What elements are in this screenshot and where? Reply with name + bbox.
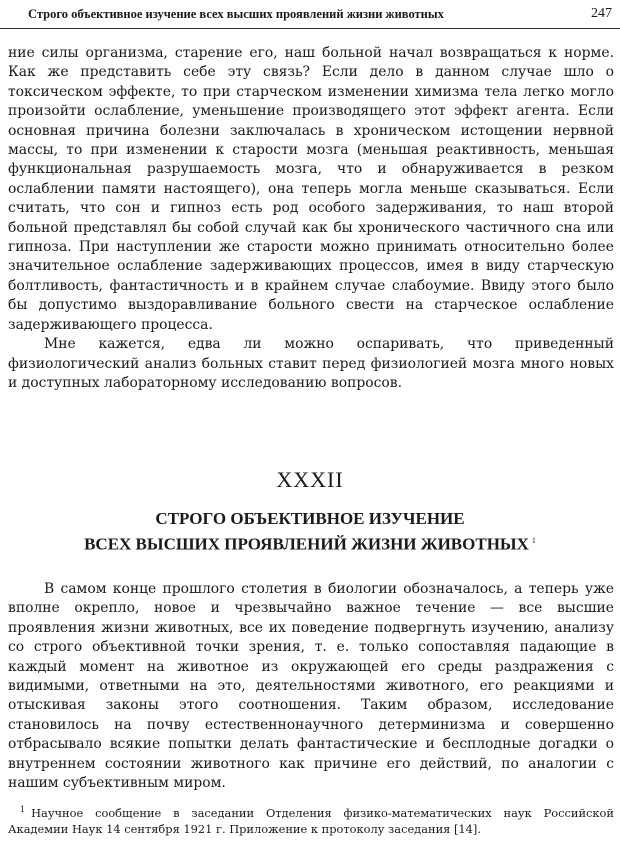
body-text-chapter (8, 580, 614, 793)
chapter-opening-paragraph: В самом конце прошлого столетия в биологии обозначалось, а теперь уже вполне окрепло, новое и чрезвычайно важное течение — все высшие проявления жизни животных, все их поведение подвергнуть изучению, анализу со строго объективной точки зрения, т. е. только сопоставляя падающие в каждый момент на животное из окружающей его среды раздражения с видимыми, ответными на это, деятельностями животного, его реакциями и отыскивая законы этого соотношения. Таким образом, исследование становилось на почву естественнонаучного детерминизма и совершенно отбрасывало всякие попытки делать фантастические и бесплодные догадки о внутреннем состоянии животного как причине его действий, по аналогии с нашим субъективным миром. (8, 581, 614, 792)
running-header (0, 0, 620, 29)
footnote-text: Научное сообщение в заседании Отделения физико-математических наук Российской Академии Наук 14 сентября 1921 г. Приложение к протоколу заседания [14]. (8, 805, 614, 836)
chapter-title-line-1: СТРОГО ОБЪЕКТИВНОЕ ИЗУЧЕНИЕ (155, 509, 465, 528)
continued-paragraph: ние силы организма, старение его, наш больной начал возвращаться к норме. Как же представить себе эту связь? Если дело в данном случае шло о токсическом эффекте, то при старческом изменении химизма тела легко могло произойти ослабление, уменьшение производящего этот эффект агента. Если основная причина болезни заключалась в хроническом истощении нервной массы, то при изменении к старости мозга (меньшая реактивность, меньшая функциональная разрушаемость мозга, что и обнаруживается в резком ослаблении памяти настоящего), она теперь могла меньше сказываться. Если считать, что сон и гипноз есть род особого задерживания, то наш второй больной представлял бы собой случай как бы хронического частичного сна или гипноза. При наступлении же старости можно принимать относительно более значительное ослабление задерживающих процессов, имея в виду старческую болтливость, фантастичность и в крайнем случае слабоумие. Ввиду этого было бы допустимо выздоравливание больного свести на старческое ослабление задерживающего процесса. (8, 45, 614, 333)
footnote-reference-mark: 1 (531, 536, 536, 545)
body-text-top (8, 44, 614, 393)
page-number: 247 (591, 6, 612, 21)
footnote (8, 802, 614, 837)
footnote-number: 1 (20, 805, 26, 814)
closing-paragraph: Мне кажется, едва ли можно оспаривать, что приведенный физиологический анализ больных ставит перед физиологией мозга много новых и доступных лабораторному исследованию вопросов. (8, 336, 614, 391)
chapter-number: XXXII (276, 467, 344, 492)
chapter-title (0, 508, 620, 556)
chapter-title-line-2-text: ВСЕХ ВЫСШИХ ПРОЯВЛЕНИЙ ЖИЗНИ ЖИВОТНЫХ (84, 534, 529, 554)
running-title: Строго объективное изучение всех высших проявлений жизни животных (28, 7, 444, 21)
chapter-title-line-2 (0, 530, 620, 556)
